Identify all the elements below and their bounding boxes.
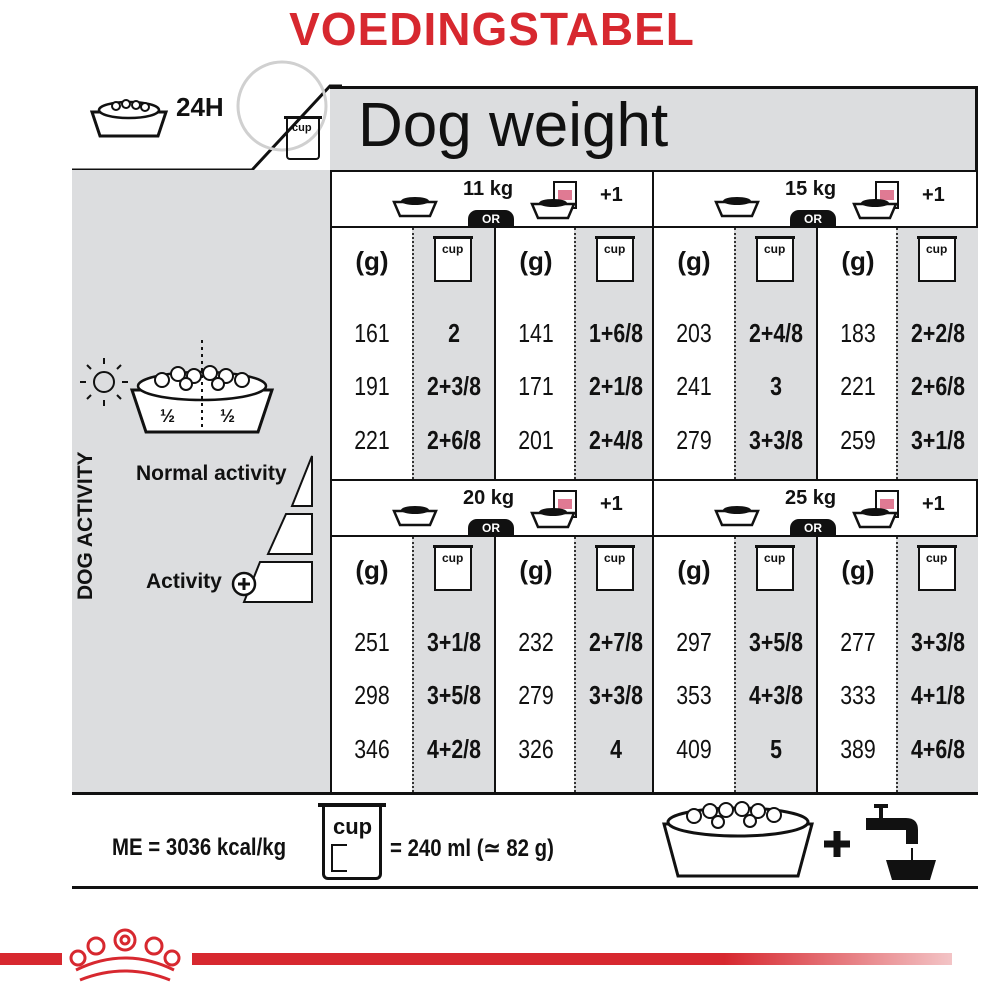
col-mix-grams	[494, 228, 576, 479]
col-mix-grams	[816, 537, 898, 792]
col-dry-cups	[412, 228, 494, 479]
cell: 3+5/8	[427, 680, 481, 710]
cell: 3+3/8	[589, 680, 643, 710]
panel-header	[654, 172, 976, 228]
plus-one: +1	[922, 184, 945, 206]
cup-icon-label: cup	[926, 242, 948, 256]
weight-label: 15 kg	[785, 178, 837, 200]
cup-icon-label: cup	[442, 242, 464, 256]
or-badge: OR	[790, 210, 836, 228]
half-right: ½	[220, 406, 236, 426]
cell: 5	[770, 734, 782, 764]
cell: 3+5/8	[749, 627, 803, 657]
cup-icon	[918, 238, 956, 282]
bowl-plus-water-icon	[660, 800, 960, 886]
col-mix-cups	[896, 228, 978, 479]
cup-icon	[596, 238, 634, 282]
cup-icon	[918, 547, 956, 591]
col-dry-cups	[734, 228, 816, 479]
cell: 2+4/8	[589, 425, 643, 455]
cell: 409	[676, 734, 712, 764]
cell: 326	[518, 734, 554, 764]
cell: 333	[840, 680, 876, 710]
wet-food-pouch-icon	[852, 180, 912, 222]
panel-25kg	[652, 479, 978, 794]
cup-icon-label: cup	[764, 551, 786, 565]
cell: 389	[840, 734, 876, 764]
plus-circle-icon	[230, 570, 258, 598]
cup-icon	[434, 238, 472, 282]
brand-band-right	[192, 953, 952, 965]
col-dry-grams	[654, 537, 734, 792]
kibble-bowl-icon	[714, 505, 760, 527]
cup-equivalent: = 240 ml (≃ 82 g)	[390, 835, 554, 862]
cell: 141	[518, 318, 554, 348]
panel-11kg	[330, 170, 654, 481]
dog-weight-heading: Dog weight	[358, 91, 669, 160]
cell: 277	[840, 627, 876, 657]
or-badge: OR	[468, 519, 514, 537]
cell: 3+3/8	[911, 627, 965, 657]
cell: 221	[354, 425, 390, 455]
cup-icon	[434, 547, 472, 591]
unit-grams: (g)	[519, 555, 553, 585]
unit-grams: (g)	[841, 555, 875, 585]
or-badge: OR	[468, 210, 514, 228]
cell: 4+1/8	[911, 680, 965, 710]
normal-activity-label: Normal activity	[136, 462, 287, 485]
cell: 161	[354, 318, 390, 348]
cell: 251	[354, 627, 390, 657]
panel-header	[654, 481, 976, 537]
energy-label: ME = 3036 kcal/kg	[112, 834, 287, 861]
cell: 3+3/8	[749, 425, 803, 455]
day-night-bowl-icon	[80, 340, 320, 440]
cell: 2+6/8	[911, 371, 965, 401]
cell: 4+6/8	[911, 734, 965, 764]
panel-header	[332, 172, 652, 228]
wet-food-pouch-icon	[852, 489, 912, 531]
cup-icon-label: cup	[926, 551, 948, 565]
col-dry-cups	[734, 537, 816, 792]
cell: 1+6/8	[589, 318, 643, 348]
kibble-bowl-icon	[392, 196, 438, 218]
cell: 298	[354, 680, 390, 710]
col-mix-cups	[574, 537, 656, 792]
cell: 221	[840, 371, 876, 401]
brand-band-left	[0, 953, 62, 965]
cup-icon-label: cup	[764, 242, 786, 256]
cell: 353	[676, 680, 712, 710]
col-mix-cups	[574, 228, 656, 479]
cup-icon	[286, 118, 320, 160]
cell: 2+6/8	[427, 425, 481, 455]
col-mix-grams	[494, 537, 576, 792]
footer-bottom-rule	[72, 886, 978, 889]
col-mix-cups	[896, 537, 978, 792]
panel-header	[332, 481, 652, 537]
cell: 4	[610, 734, 622, 764]
cup-icon	[322, 806, 382, 880]
cup-icon-label: cup	[333, 814, 373, 839]
cell: 259	[840, 425, 876, 455]
cell: 2	[448, 318, 460, 348]
plus-one: +1	[922, 493, 945, 515]
cup-icon	[596, 547, 634, 591]
cell: 2+4/8	[749, 318, 803, 348]
cell: 297	[676, 627, 712, 657]
unit-grams: (g)	[677, 246, 711, 276]
or-badge: OR	[790, 519, 836, 537]
cup-icon	[756, 238, 794, 282]
col-dry-grams	[654, 228, 734, 479]
panel-20kg	[330, 479, 654, 794]
cell: 2+7/8	[589, 627, 643, 657]
half-left: ½	[160, 406, 176, 426]
unit-grams: (g)	[355, 555, 389, 585]
footer-top-rule	[72, 792, 978, 795]
cell: 346	[354, 734, 390, 764]
cell: 4+3/8	[749, 680, 803, 710]
plus-one: +1	[600, 493, 623, 515]
panel-15kg	[652, 170, 978, 481]
col-dry-grams	[332, 228, 412, 479]
cell: 3+1/8	[427, 627, 481, 657]
cell: 191	[354, 371, 390, 401]
plus-one: +1	[600, 184, 623, 206]
wet-food-pouch-icon	[530, 180, 590, 222]
cell: 2+3/8	[427, 371, 481, 401]
kibble-bowl-icon	[714, 196, 760, 218]
cup-icon-label: cup	[442, 551, 464, 565]
activity-label: Activity	[146, 570, 222, 593]
cell: 2+1/8	[589, 371, 643, 401]
cell: 279	[676, 425, 712, 455]
cell: 232	[518, 627, 554, 657]
cup-icon-label: cup	[292, 122, 312, 134]
cell: 4+2/8	[427, 734, 481, 764]
cup-icon-label: cup	[604, 551, 626, 565]
cup-icon	[756, 547, 794, 591]
unit-grams: (g)	[841, 246, 875, 276]
cell: 183	[840, 318, 876, 348]
cell: 171	[518, 371, 554, 401]
cell: 3	[770, 371, 782, 401]
weight-label: 25 kg	[785, 487, 837, 509]
unit-grams: (g)	[519, 246, 553, 276]
unit-grams: (g)	[355, 246, 389, 276]
dog-activity-label: DOG ACTIVITY	[74, 451, 97, 600]
hours-label: 24H	[176, 92, 224, 122]
cell: 279	[518, 680, 554, 710]
page-title: VOEDINGSTABEL	[289, 3, 695, 55]
cup-icon-label: cup	[604, 242, 626, 256]
wet-food-pouch-icon	[530, 489, 590, 531]
kibble-bowl-icon	[392, 505, 438, 527]
weight-label: 11 kg	[463, 178, 514, 200]
col-dry-cups	[412, 537, 494, 792]
cell: 201	[518, 425, 554, 455]
unit-grams: (g)	[677, 555, 711, 585]
cell: 241	[676, 371, 712, 401]
weight-label: 20 kg	[463, 487, 515, 509]
crown-logo-icon	[66, 926, 184, 988]
col-mix-grams	[816, 228, 898, 479]
cell: 3+1/8	[911, 425, 965, 455]
food-bowl-icon	[88, 96, 170, 142]
col-dry-grams	[332, 537, 412, 792]
cell: 2+2/8	[911, 318, 965, 348]
cell: 203	[676, 318, 712, 348]
